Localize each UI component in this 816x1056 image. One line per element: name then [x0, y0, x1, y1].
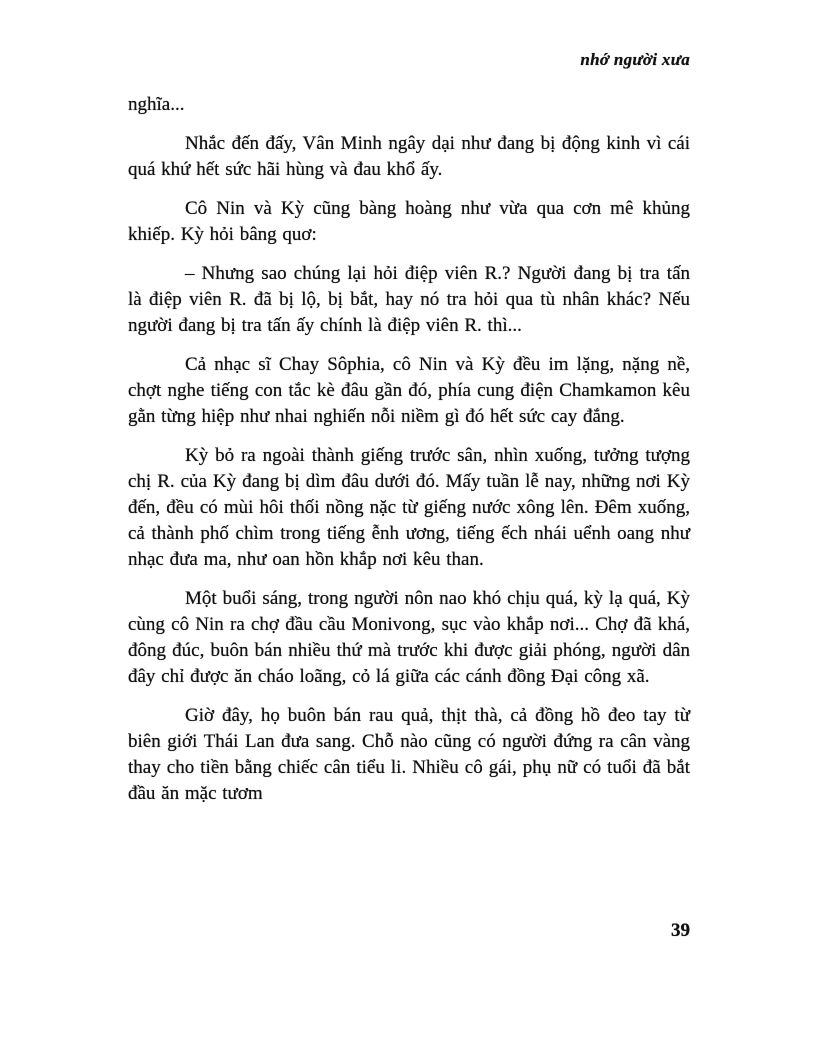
paragraph: Cô Nin và Kỳ cũng bàng hoàng như vừa qua cơn mê khủng khiếp. Kỳ hỏi bâng quơ: — [128, 198, 690, 245]
page-body — [128, 92, 690, 820]
paragraph: Cả nhạc sĩ Chay Sôphia, cô Nin và Kỳ đều im lặng, nặng nề, chợt nghe tiếng con tắc kè đâu gần đó, phía cung điện Chamkamon kêu gằn từng hiệp như nhai nghiến nỗi niềm gì đó hết sức cay đắng. — [128, 354, 690, 427]
paragraph: Kỳ bỏ ra ngoài thành giếng trước sân, nhìn xuống, tưởng tượng chị R. của Kỳ đang bị dìm đâu dưới đó. Mấy tuần lễ nay, những nơi Kỳ đến, đều có mùi hôi thối nồng nặc từ giếng nước xông lên. Đêm xuống, cả thành phố chìm trong tiếng ễnh ương, tiếng ếch nhái uểnh oang như nhạc đưa ma, như oan hồn khắp nơi kêu than. — [128, 445, 690, 570]
page-number: 39 — [671, 920, 690, 941]
running-header: nhớ người xưa — [580, 50, 690, 69]
paragraph: – Nhưng sao chúng lại hỏi điệp viên R.? Người đang bị tra tấn là điệp viên R. đã bị lộ, bị bắt, hay nó tra hỏi qua tù nhân khác? Nếu người đang bị tra tấn ấy chính là điệp viên R. thì... — [128, 263, 690, 336]
paragraph: nghĩa... — [128, 94, 185, 115]
paragraph: Nhắc đến đấy, Vân Minh ngây dại như đang bị động kinh vì cái quá khứ hết sức hãi hùng và đau khổ ấy. — [128, 133, 690, 180]
paragraph: Giờ đây, họ buôn bán rau quả, thịt thà, cả đồng hồ đeo tay từ biên giới Thái Lan đưa sang. Chỗ nào cũng có người đứng ra cân vàng thay cho tiền bằng chiếc cân tiểu li. Nhiều cô gái, phụ nữ có tuổi đã bắt đầu ăn mặc tươm — [128, 705, 690, 804]
paragraph: Một buổi sáng, trong người nôn nao khó chịu quá, kỳ lạ quá, Kỳ cùng cô Nin ra chợ đầu cầu Monivong, sục vào khắp nơi... Chợ đã khá, đông đúc, buôn bán nhiều thứ mà trước khi được giải phóng, người dân đây chỉ được ăn cháo loãng, cỏ lá giữa các cánh đồng Đại công xã. — [128, 588, 690, 687]
